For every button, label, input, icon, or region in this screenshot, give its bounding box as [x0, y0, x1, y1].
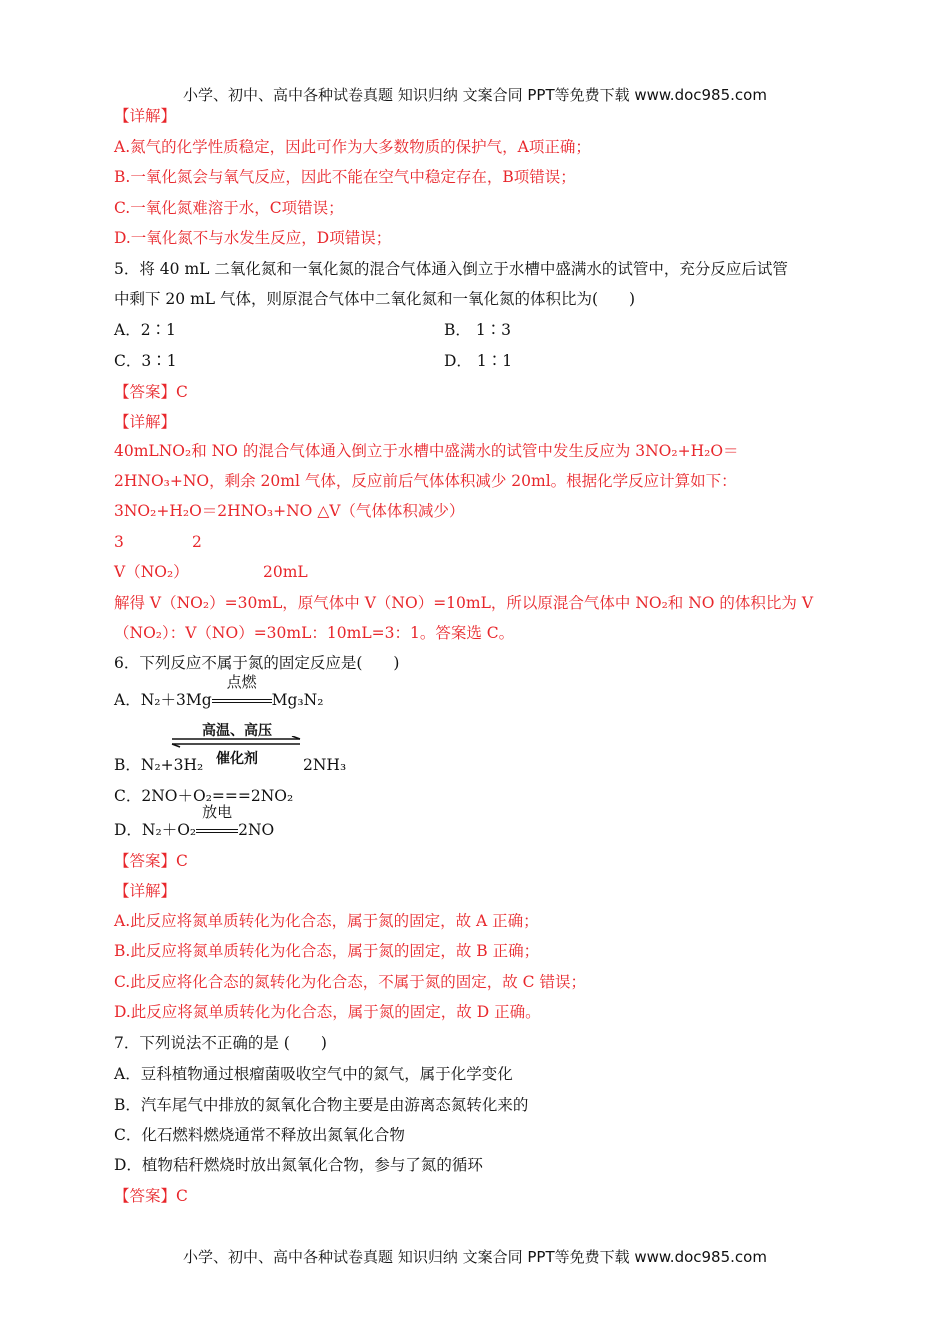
q6-option-c: C．2NO＋O₂===2NO₂: [114, 787, 294, 805]
q5-stem-2: 中剩下 20 mL 气体，则原混合气体中二氧化氮和一氧化氮的体积比为( ): [114, 290, 636, 308]
q5-option-b: B． 1∶3: [444, 321, 512, 339]
q5-detail-coef-2: 2: [192, 533, 202, 551]
q5-detail-v-no2: V（NO₂）: [114, 563, 189, 581]
q6-detail-line: A.此反应将氮单质转化为化合态，属于氮的固定，故 A 正确；: [114, 912, 539, 930]
q6-stem: 6．下列反应不属于氮的固定反应是( ): [114, 654, 400, 672]
q6-detail-label: 【详解】: [114, 882, 177, 900]
q6-detail-line: D.此反应将氮单质转化为化合态，属于氮的固定，故 D 正确。: [114, 1003, 541, 1021]
q5-detail-line: 解得 V（NO₂）=30mL，原气体中 V（NO）=10mL，所以原混合气体中 NO₂和 NO 的体积比为 V: [114, 594, 814, 612]
q5-detail-coef-3: 3: [114, 533, 124, 551]
q6-option-b-left: B．N₂+3H₂: [114, 756, 204, 774]
q5-detail-line: 40mLNO₂和 NO 的混合气体通入倒立于水槽中盛满水的试管中发生反应为 3NO₂+H₂O＝: [114, 442, 739, 460]
q5-detail-20ml: 20mL: [263, 563, 308, 581]
q6-option-b-right: 2NH₃: [303, 756, 347, 774]
q5-option-c: C．3∶1: [114, 352, 177, 370]
q6-option-d-left: D．N₂＋O₂: [114, 821, 197, 839]
q7-option-d: D．植物秸秆燃烧时放出氮氧化合物，参与了氮的循环: [114, 1156, 483, 1174]
q5-detail-equation: 3NO₂+H₂O＝2HNO₃+NO △V（气体体积减少）: [114, 502, 465, 520]
q5-detail-label: 【详解】: [114, 413, 177, 431]
q4-detail-line: B.一氧化氮会与氧气反应，因此不能在空气中稳定存在，B项错误；: [114, 168, 576, 186]
q5-option-d: D． 1∶1: [444, 352, 513, 370]
q6-answer: 【答案】C: [114, 852, 188, 870]
q4-detail-line: A.氮气的化学性质稳定，因此可作为大多数物质的保护气，A项正确；: [114, 138, 591, 156]
q6-detail-line: C.此反应将化合态的氮转化为化合态，不属于氮的固定，故 C 错误；: [114, 973, 586, 991]
q6-detail-line: B.此反应将氮单质转化为化合态，属于氮的固定，故 B 正确；: [114, 942, 540, 960]
q6-option-a-left: A．N₂＋3Mg: [114, 691, 212, 709]
q6-option-b-condition-top: 高温、高压: [202, 723, 272, 739]
q6-option-d-right: 2NO: [238, 821, 275, 839]
equilibrium-arrows-icon: [168, 736, 306, 748]
q5-option-a: A．2∶1: [114, 321, 176, 339]
page-footer: 小学、初中、高中各种试卷真题 知识归纳 文案合同 PPT等免费下载 www.doc985.com: [183, 1248, 767, 1266]
q7-option-b: B．汽车尾气中排放的氮氧化合物主要是由游离态氮转化来的: [114, 1096, 529, 1114]
q4-detail-line: C.一氧化氮难溶于水，C项错误；: [114, 199, 344, 217]
q7-option-a: A．豆科植物通过根瘤菌吸收空气中的氮气，属于化学变化: [114, 1065, 513, 1083]
q5-answer: 【答案】C: [114, 383, 188, 401]
q5-detail-line: （NO₂）：V（NO）=30mL：10mL=3：1。答案选 C。: [114, 624, 515, 642]
q5-detail-line: 2HNO₃+NO，剩余 20ml 气体，反应前后气体体积减少 20ml。根据化学反应计算如下：: [114, 472, 737, 490]
q4-detail-label: 【详解】: [114, 107, 177, 125]
q7-answer: 【答案】C: [114, 1187, 188, 1205]
q6-option-d-arrow: [196, 803, 238, 840]
q4-detail-line: D.一氧化氮不与水发生反应，D项错误；: [114, 229, 392, 247]
q6-option-a: [114, 673, 324, 710]
q6-option-b-condition-bottom: 催化剂: [216, 751, 258, 767]
q6-option-a-right: Mg₃N₂: [271, 691, 324, 709]
q7-option-c: C．化石燃料燃烧通常不释放出氮氧化合物: [114, 1126, 405, 1144]
q7-stem: 7．下列说法不正确的是 ( ): [114, 1034, 327, 1052]
q5-stem-1: 5．将 40 mL 二氧化氮和一氧化氮的混合气体通入倒立于水槽中盛满水的试管中，充分反应后试管: [114, 260, 788, 278]
q6-option-d: [114, 803, 275, 840]
q6-option-a-condition: 点燃: [226, 673, 257, 691]
page-header: 小学、初中、高中各种试卷真题 知识归纳 文案合同 PPT等免费下载 www.doc985.com: [183, 86, 767, 104]
q6-option-d-condition: 放电: [202, 803, 233, 821]
q6-option-a-arrow: [212, 673, 272, 710]
